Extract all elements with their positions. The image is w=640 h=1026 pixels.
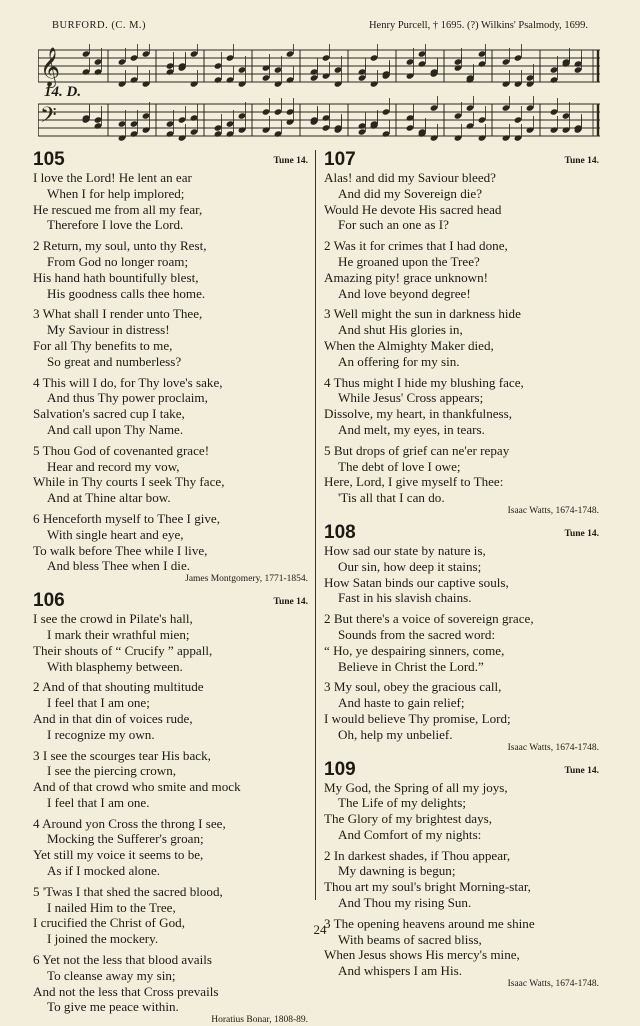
note-head [286, 108, 295, 115]
hymn-verse [33, 611, 308, 674]
hymn-number: 108 [324, 521, 356, 543]
note-head [118, 58, 127, 65]
verse-line: The debt of love I owe; [338, 458, 461, 474]
verse-line: Dissolve, my heart, in thankfulness, [324, 406, 513, 422]
note-head [502, 104, 511, 111]
note-head [322, 72, 331, 79]
note-head [454, 58, 463, 65]
verse-line: 2 But there's a voice of sovereign grace, [324, 611, 534, 627]
verse-line: From God no longer roam; [47, 253, 189, 269]
verse-line: I recognize my own. [47, 726, 155, 742]
hymn-tune-ref: Tune 14. [564, 528, 599, 539]
note-head [178, 134, 187, 141]
note-head [358, 128, 367, 135]
verse-line: Here, Lord, I give myself to Thee: [324, 474, 504, 490]
verse-line: “ Ho, ye despairing sinners, come, [324, 642, 505, 658]
verse-line: With single heart and eye, [47, 526, 184, 542]
verse-line: My God, the Spring of all my joys, [324, 779, 508, 795]
note-head [310, 68, 319, 75]
verse-line: 3 Well might the sun in darkness hide [324, 306, 521, 322]
hymn-verse [33, 511, 308, 574]
note-head [214, 76, 223, 83]
hymn-verse [33, 238, 308, 301]
svg-text:𝄞: 𝄞 [40, 47, 61, 87]
note-head [190, 114, 199, 121]
verse-line: Yet still my voice it seems to be, [33, 847, 204, 863]
verse-line: 5 But drops of grief can ne'er repay [324, 442, 510, 458]
verse-line: And at Thine altar bow. [47, 490, 171, 506]
note-head [406, 114, 415, 121]
note-head [262, 108, 271, 115]
hymn-number: 107 [324, 149, 356, 170]
note-head [430, 134, 439, 141]
verse-line: I would believe Thy promise, Lord; [324, 710, 511, 726]
note-head [118, 80, 127, 87]
verse-line: I see the piercing crown, [47, 763, 177, 779]
note-head [130, 120, 139, 127]
right-column [324, 150, 599, 990]
verse-line: 3 My soul, obey the gracious call, [324, 679, 502, 695]
verse-line: 4 Around yon Cross the throng I see, [33, 815, 226, 831]
note-head [310, 74, 319, 81]
note-head [382, 108, 391, 115]
note-head [262, 64, 271, 71]
verse-line: For all Thy benefits to me, [33, 337, 173, 353]
verse-line: To give me peace within. [47, 999, 179, 1015]
note-head [514, 134, 523, 141]
note-head [358, 74, 367, 81]
hymn-verse [324, 848, 599, 911]
note-head [274, 130, 283, 137]
hymn [324, 150, 599, 517]
note-head [370, 54, 379, 61]
verse-line: With blasphemy between. [47, 658, 183, 674]
verse-line: Hear and record my vow, [47, 458, 180, 474]
hymn [33, 150, 308, 585]
verse-line: My dawning is begun; [338, 863, 456, 879]
verse-line: I see the crowd in Pilate's hall, [33, 611, 193, 627]
note-head [478, 134, 487, 141]
note-head [358, 68, 367, 75]
note-head [94, 122, 103, 129]
page-number: 24 [313, 922, 327, 937]
hymn-tune-ref: Tune 14. [273, 597, 308, 608]
note-head [322, 124, 331, 131]
verse-line: He groaned upon the Tree? [338, 253, 480, 269]
note-head [262, 126, 271, 133]
note-head [142, 112, 151, 119]
note-head [190, 128, 199, 135]
note-head [262, 74, 271, 81]
hymn-verse [33, 443, 308, 506]
note-head [226, 120, 235, 127]
note-head [562, 126, 571, 133]
note-head [514, 54, 523, 61]
verse-line: And call upon Thy Name. [47, 421, 184, 437]
tune-name: BURFORD. (C. M.) [52, 20, 147, 31]
note-head [322, 54, 331, 61]
verse-line: And in that din of voices rude, [33, 710, 193, 726]
verse-line: 2 Was it for crimes that I had done, [324, 238, 508, 254]
note-head [130, 76, 139, 83]
note-head [334, 66, 343, 73]
verse-line: 6 Yet not the less that blood avails [33, 952, 212, 968]
note-head [82, 50, 91, 57]
hymn [324, 760, 599, 991]
note-head [142, 50, 151, 57]
verse-line: 2 And of that shouting multitude [33, 679, 204, 695]
verse-line: Our sin, how deep it stains; [338, 558, 482, 574]
note-head [118, 120, 127, 127]
hymn-verse [33, 748, 308, 811]
note-head [562, 112, 571, 119]
verse-line: While Jesus' Cross appears; [338, 390, 484, 406]
note-head [214, 124, 223, 131]
verse-line: Mocking the Sufferer's groan; [47, 831, 204, 847]
note-head [94, 58, 103, 65]
verse-line: Their shouts of “ Crucify ” appall, [33, 642, 213, 658]
verse-line: And did my Sovereign die? [338, 185, 483, 201]
hymn-number: 109 [324, 758, 356, 780]
note-head [118, 134, 127, 141]
note-head [214, 62, 223, 69]
verse-line: 2 In darkest shades, if Thou appear, [324, 847, 511, 863]
verse-line: Amazing pity! grace unknown! [324, 269, 488, 285]
verse-line: 3 I see the scourges tear His back, [33, 747, 211, 763]
verse-line: So great and numberless? [47, 353, 182, 369]
hymn-verse [324, 543, 599, 606]
verse-line: And of that crowd who smite and mock [33, 779, 241, 795]
note-head [286, 118, 295, 125]
note-head [502, 134, 511, 141]
note-head [478, 50, 487, 57]
note-head [550, 108, 559, 115]
hymn-verse [324, 780, 599, 843]
hymn-number: 105 [33, 149, 65, 170]
hymn-author: Isaac Watts, 1674-1748. [507, 979, 599, 990]
verse-line: The Glory of my brightest days, [324, 811, 493, 827]
note-head [82, 68, 91, 75]
hymn-verse [324, 611, 599, 674]
verse-line: Alas! and did my Saviour bleed? [324, 170, 496, 185]
verse-line: The Life of my delights; [338, 795, 466, 811]
hymn-tune-ref: Tune 14. [564, 765, 599, 776]
verse-line: 6 Henceforth myself to Thee I give, [33, 510, 221, 526]
composer-credit: Henry Purcell, † 1695. (?) Wilkins' Psalmody, 1699. [368, 20, 588, 31]
note-head [550, 76, 559, 83]
verse-line: And Thou my rising Sun. [338, 895, 472, 911]
hymn-verse [33, 679, 308, 742]
note-head [358, 122, 367, 129]
note-head [166, 68, 175, 75]
verse-line: How Satan binds our captive souls, [324, 574, 509, 590]
verse-line: And haste to gain relief; [338, 695, 465, 711]
verse-line: I crucified the Christ of God, [33, 915, 185, 931]
note-head [238, 80, 247, 87]
verse-line: Believe in Christ the Lord.” [338, 658, 484, 674]
verse-line: And love beyond degree! [338, 285, 471, 301]
hymn-verse [324, 238, 599, 301]
verse-line: How sad our state by nature is, [324, 542, 486, 558]
svg-text:𝄢: 𝄢 [40, 103, 57, 133]
verse-line: I joined the mockery. [47, 931, 159, 947]
note-head [214, 130, 223, 137]
hymn-number: 106 [33, 590, 65, 612]
note-head [94, 116, 103, 123]
note-head [166, 62, 175, 69]
note-head [370, 80, 379, 87]
hymn [324, 523, 599, 754]
verse-line: And whispers I am His. [338, 963, 463, 979]
hymn-verse [33, 816, 308, 879]
verse-line: While in Thy courts I seek Thy face, [33, 474, 225, 490]
verse-line: My Saviour in distress! [47, 322, 170, 338]
verse-line: 4 This will I do, for Thy love's sake, [33, 374, 223, 390]
verse-line: Oh, help my unbelief. [338, 726, 453, 742]
hymn-author: Horatius Bonar, 1808-89. [211, 1015, 308, 1026]
note-head [94, 68, 103, 75]
hymn-verse [324, 170, 599, 233]
verse-line: With beams of sacred bliss, [338, 931, 482, 947]
note-head [226, 54, 235, 61]
hymn-tune-ref: Tune 14. [273, 156, 308, 166]
note-head [526, 126, 535, 133]
verse-line: And Comfort of my nights: [338, 826, 482, 842]
note-head [454, 64, 463, 71]
note-head [418, 60, 427, 67]
tune-key-label: 14. D. [44, 84, 82, 100]
note-head [286, 76, 295, 83]
verse-line: When the Almighty Maker died, [324, 337, 494, 353]
verse-line: He rescued me from all my fear, [33, 201, 203, 217]
note-head [166, 130, 175, 137]
left-column [33, 150, 308, 1026]
verse-line: To cleanse away my sin; [47, 967, 176, 983]
verse-line: His goodness calls thee home. [47, 285, 206, 301]
hymn-verse [324, 679, 599, 742]
verse-line: As if I mocked alone. [47, 863, 161, 879]
note-head [550, 126, 559, 133]
note-head [274, 108, 283, 115]
note-head [130, 54, 139, 61]
hymn-verse [324, 375, 599, 438]
verse-line: And not the less that Cross prevails [33, 983, 219, 999]
note-head [550, 66, 559, 73]
note-head [322, 114, 331, 121]
note-head [502, 58, 511, 65]
verse-line: 2 Return, my soul, unto thy Rest, [33, 238, 207, 254]
note-head [478, 116, 487, 123]
music-header [52, 20, 588, 36]
verse-line: His hand hath bountifully blest, [33, 269, 199, 285]
verse-line: I feel that I am one. [47, 794, 150, 810]
hymn-verse [33, 170, 308, 233]
verse-line: When I for help implored; [47, 185, 185, 201]
note-head [406, 124, 415, 131]
verse-line: Therefore I love the Lord. [47, 217, 184, 233]
note-head [238, 126, 247, 133]
verse-line: And thus Thy power proclaim, [47, 390, 208, 406]
note-head [514, 116, 523, 123]
note-head [226, 130, 235, 137]
verse-line: Fast in his slavish chains. [338, 590, 472, 606]
column-divider [315, 150, 316, 900]
note-head [406, 58, 415, 65]
note-head [190, 80, 199, 87]
note-head [478, 60, 487, 67]
hymn-author: Isaac Watts, 1674-1748. [507, 742, 599, 753]
verse-line: Thou art my soul's bright Morning-star, [324, 879, 531, 895]
note-head [238, 66, 247, 73]
note-head [130, 130, 139, 137]
note-head [574, 66, 583, 73]
hymn-verse [324, 443, 599, 506]
music-staff-treble [38, 44, 600, 88]
verse-line: And melt, my eyes, in tears. [338, 421, 485, 437]
verse-line: 3 What shall I render unto Thee, [33, 306, 203, 322]
note-head [226, 76, 235, 83]
hymn-verse [33, 375, 308, 438]
hymn-tune-ref: Tune 14. [564, 156, 599, 166]
verse-line: And bless Thee when I die. [47, 558, 191, 574]
note-head [466, 104, 475, 111]
verse-line: An offering for my sin. [338, 353, 460, 369]
note-head [454, 134, 463, 141]
note-head [418, 50, 427, 57]
verse-line: 5 'Twas I that shed the sacred blood, [33, 883, 223, 899]
note-head [142, 80, 151, 87]
verse-line: 'Tis all that I can do. [338, 490, 445, 506]
verse-line: When Jesus shows His mercy's mine, [324, 947, 520, 963]
note-head [238, 112, 247, 119]
note-head [274, 80, 283, 87]
note-head [166, 120, 175, 127]
hymn-verse [33, 306, 308, 369]
verse-line: To walk before Thee while I live, [33, 542, 208, 558]
hymn-author: James Montgomery, 1771-1854. [185, 574, 308, 585]
verse-line: I feel that I am one; [47, 695, 150, 711]
verse-line: And shut His glories in, [338, 322, 463, 338]
verse-line: Salvation's sacred cup I take, [33, 406, 185, 422]
verse-line: 5 Thou God of covenanted grace! [33, 442, 210, 458]
verse-line: I mark their wrathful mien; [47, 626, 190, 642]
note-head [526, 80, 535, 87]
hymn-verse [324, 306, 599, 369]
note-head [190, 50, 199, 57]
note-head [430, 104, 439, 111]
note-head [274, 66, 283, 73]
note-head [286, 50, 295, 57]
verse-line: For such an one as I? [338, 217, 449, 233]
note-head [466, 122, 475, 129]
verse-line: 4 Thus might I hide my blushing face, [324, 374, 524, 390]
note-head [406, 72, 415, 79]
music-staff-bass [38, 96, 600, 142]
note-head [454, 112, 463, 119]
hymn-verse [33, 952, 308, 1015]
note-head [526, 104, 535, 111]
hymn-author: Isaac Watts, 1674-1748. [507, 505, 599, 516]
note-head [382, 130, 391, 137]
note-head [574, 60, 583, 67]
verse-line: Sounds from the sacred word: [338, 626, 496, 642]
note-head [334, 80, 343, 87]
verse-line: I love the Lord! He lent an ear [33, 170, 192, 185]
hymn [33, 591, 308, 1026]
note-head [514, 80, 523, 87]
note-head [178, 116, 187, 123]
note-head [526, 74, 535, 81]
verse-line: Would He devote His sacred head [324, 201, 502, 217]
verse-line: I nailed Him to the Tree, [47, 899, 176, 915]
note-head [502, 80, 511, 87]
verse-line: 3 The opening heavens around me shine [324, 915, 535, 931]
note-head [142, 126, 151, 133]
